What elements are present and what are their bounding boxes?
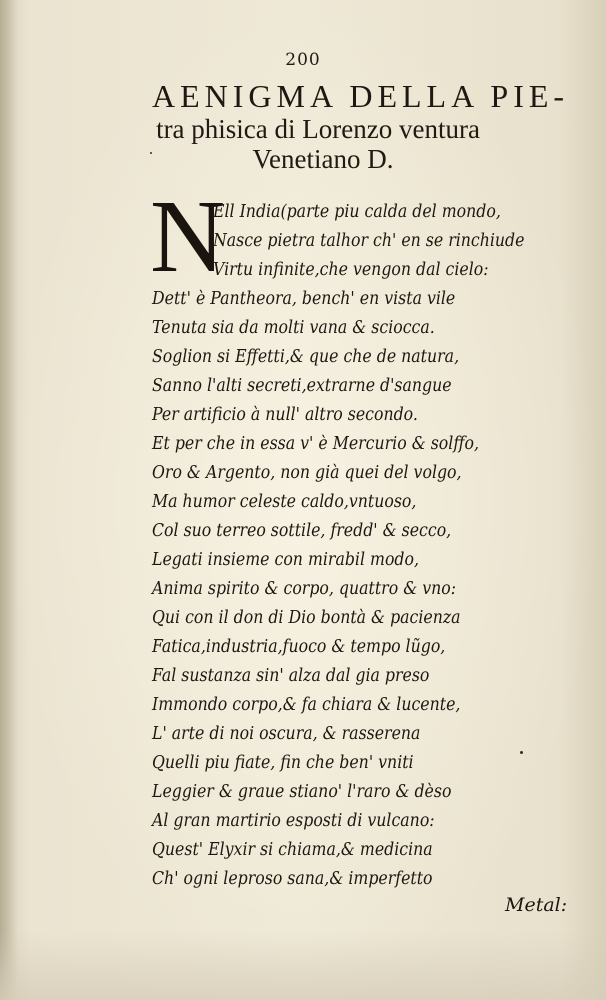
poem-line: Immondo corpo,& fa chiara & lucente, <box>152 695 461 715</box>
ink-speck <box>150 152 152 154</box>
poem-line: Anima spirito & corpo, quattro & vno: <box>152 579 457 599</box>
poem-line: Qui con il don di Dio bontà & pacienza <box>152 608 461 628</box>
poem-line: Soglion si Effetti,& que che de natura, <box>152 347 460 367</box>
poem-line: L' arte di noi oscura, & rasserena <box>152 724 421 744</box>
poem-line: Leggier & graue stiano' l'raro & dèso <box>152 782 452 802</box>
title-line-2: tra phisica di Lorenzo ventura <box>156 114 480 144</box>
poem-line: Dett' è Pantheora, bench' en vista vile <box>152 289 456 309</box>
poem-line: Oro & Argento, non già quei del volgo, <box>152 463 462 483</box>
poem-line: Fal sustanza sin' alza dal gia preso <box>152 666 430 686</box>
poem-line: Legati insieme con mirabil modo, <box>152 550 420 570</box>
poem-line: Ch' ogni leproso sana,& imperfetto <box>152 869 433 889</box>
page-bottom-edge <box>0 930 606 1000</box>
ink-speck <box>520 751 523 754</box>
poem-line: Per artificio à null' altro secondo. <box>152 405 418 425</box>
poem-line: Fatica,industria,fuoco & tempo lũgo, <box>152 637 446 657</box>
poem-line: Ma humor celeste caldo,vntuoso, <box>152 492 417 512</box>
poem-line: Ell India(parte piu calda del mondo, <box>213 202 501 222</box>
page-number: 200 <box>285 50 321 70</box>
title-line-1: AENIGMA DELLA PIE- <box>152 78 570 114</box>
poem-line: Sanno l'alti secreti,extrarne d'sangue <box>152 376 452 396</box>
poem-line: Tenuta sia da molti vana & sciocca. <box>152 318 435 338</box>
catchword: Metal: <box>505 894 568 916</box>
title-line-3: Venetiano D. <box>252 144 394 174</box>
poem-line: Et per che in essa v' è Mercurio & solffo, <box>152 434 479 454</box>
poem-line: Quest' Elyxir si chiama,& medicina <box>152 840 433 860</box>
drop-cap: N <box>150 179 226 294</box>
poem-line: Virtu infinite,che vengon dal cielo: <box>213 260 489 280</box>
poem-line: Nasce pietra talhor ch' en se rinchiude <box>213 231 525 251</box>
poem-line: Col suo terreo sottile, fredd' & secco, <box>152 521 452 541</box>
poem-line: Quelli piu fiate, fin che ben' vniti <box>152 753 414 773</box>
poem-line: Al gran martirio esposti di vulcano: <box>152 811 435 831</box>
